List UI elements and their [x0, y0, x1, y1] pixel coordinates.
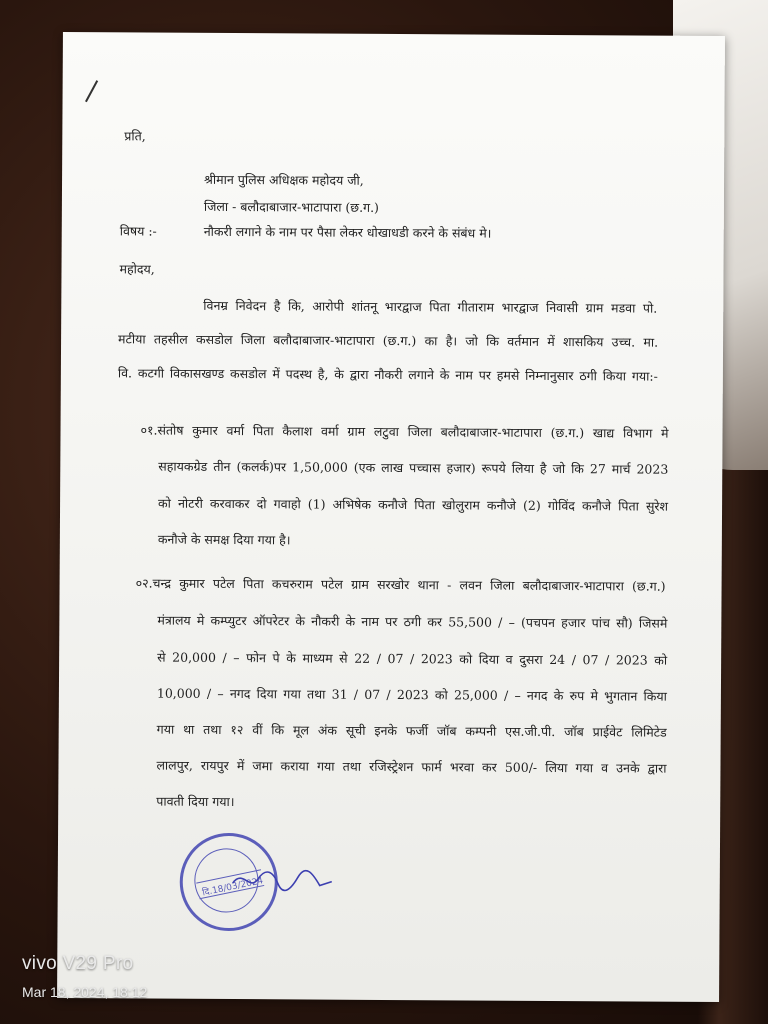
- point2-line-1: ०२.चन्द्र कुमार पटेल पिता कचरुराम पटेल ग्राम सरखोर थाना - लवन जिला बलौदाबाजार-भाटापारा (छ.ग.): [135, 575, 666, 594]
- addressee-line1: श्रीमान पुलिस अधिक्षक महोदय जी,: [204, 171, 364, 188]
- intro-line-1: विनम्र निवेदन है कि, आरोपी शांतनू भारद्वाज पिता गीताराम भारद्वाज निवासी ग्राम मडवा पो.: [203, 297, 658, 316]
- point1-line-1: ०१.संतोष कुमार वर्मा पिता कैलाश वर्मा ग्राम लटुवा जिला बलौदाबाजार-भाटापारा (छ.ग.) खाद्य विभाग मे: [140, 422, 669, 441]
- camera-watermark-timestamp: Mar 18, 2024, 18:12: [22, 984, 148, 1000]
- greeting: महोदय,: [119, 261, 155, 277]
- point2-line-7: पावती दिया गया।: [156, 793, 235, 810]
- signature: [228, 861, 338, 902]
- point2-line-2: मंत्रालय मे कम्प्युटर ऑपरेटर के नौकरी के नाम पर ठगी कर 55,500 / – (पचपन हजार पांच सौ) जिसमे: [157, 612, 668, 631]
- addressee-line2: जिला - बलौदाबाजार-भाटापारा (छ.ग.): [203, 198, 380, 215]
- stamp-date: दि.18/03/2024: [201, 876, 265, 899]
- subject-text: नौकरी लगाने के नाम पर पैसा लेकर धोखाधडी करने के संबंध मे।: [203, 223, 492, 241]
- point2-line-6: लालपुर, रायपुर में जमा कराया गया तथा रजिस्ट्रेशन फार्म भरवा कर 500/- लिया गया व उनके द्वारा: [156, 757, 667, 776]
- point2-line-4: 10,000 / – नगद दिया गया तथा 31 / 07 / 2023 को 25,000 / – नगद के रुप मे भुगतान किया: [156, 685, 667, 704]
- point2-line-5: गया था तथा १२ वीं कि मूल अंक सूची इनके फर्जी जॉब कम्पनी एस.जी.पी. जॉब प्राईवेट लिमिटेड: [156, 721, 667, 740]
- letter-page: [57, 32, 725, 1002]
- point1-line-3: को नोटरी करवाकर दो गवाहो (1) अभिषेक कनौजे पिता खोलुराम कनौजे (2) गोविंद कनौजे पिता सुरेश: [158, 495, 669, 514]
- point2-line-3: से 20,000 / – फोन पे के माध्यम से 22 / 07 / 2023 को दिया व दुसरा 24 / 07 / 2023 को: [157, 649, 668, 668]
- salutation-to: प्रति,: [124, 128, 146, 144]
- point1-line-4: कनौजे के समक्ष दिया गया है।: [157, 531, 291, 548]
- camera-watermark-model: vivo V29 Pro: [22, 953, 134, 974]
- intro-line-2: मटीया तहसील कसडोल जिला बलौदाबाजार-भाटापारा (छ.ग.) का है। जो कि वर्तमान में शासकिय उच्च. मा.: [118, 331, 659, 350]
- point1-line-2: सहायकग्रेड तीन (कलर्क)पर 1,50,000 (एक लाख पच्चास हजार) रूपये लिया है जो कि 27 मार्च 2023: [158, 458, 669, 477]
- subject-label: विषय :-: [119, 223, 157, 239]
- pen-mark: [85, 80, 98, 102]
- intro-line-3: वि. कटगी विकासखण्ड कसडोल में पदस्थ है, के द्वारा नौकरी लगाने के नाम पर हमसे निम्नानुसार ठगी किया गया:-: [117, 365, 658, 384]
